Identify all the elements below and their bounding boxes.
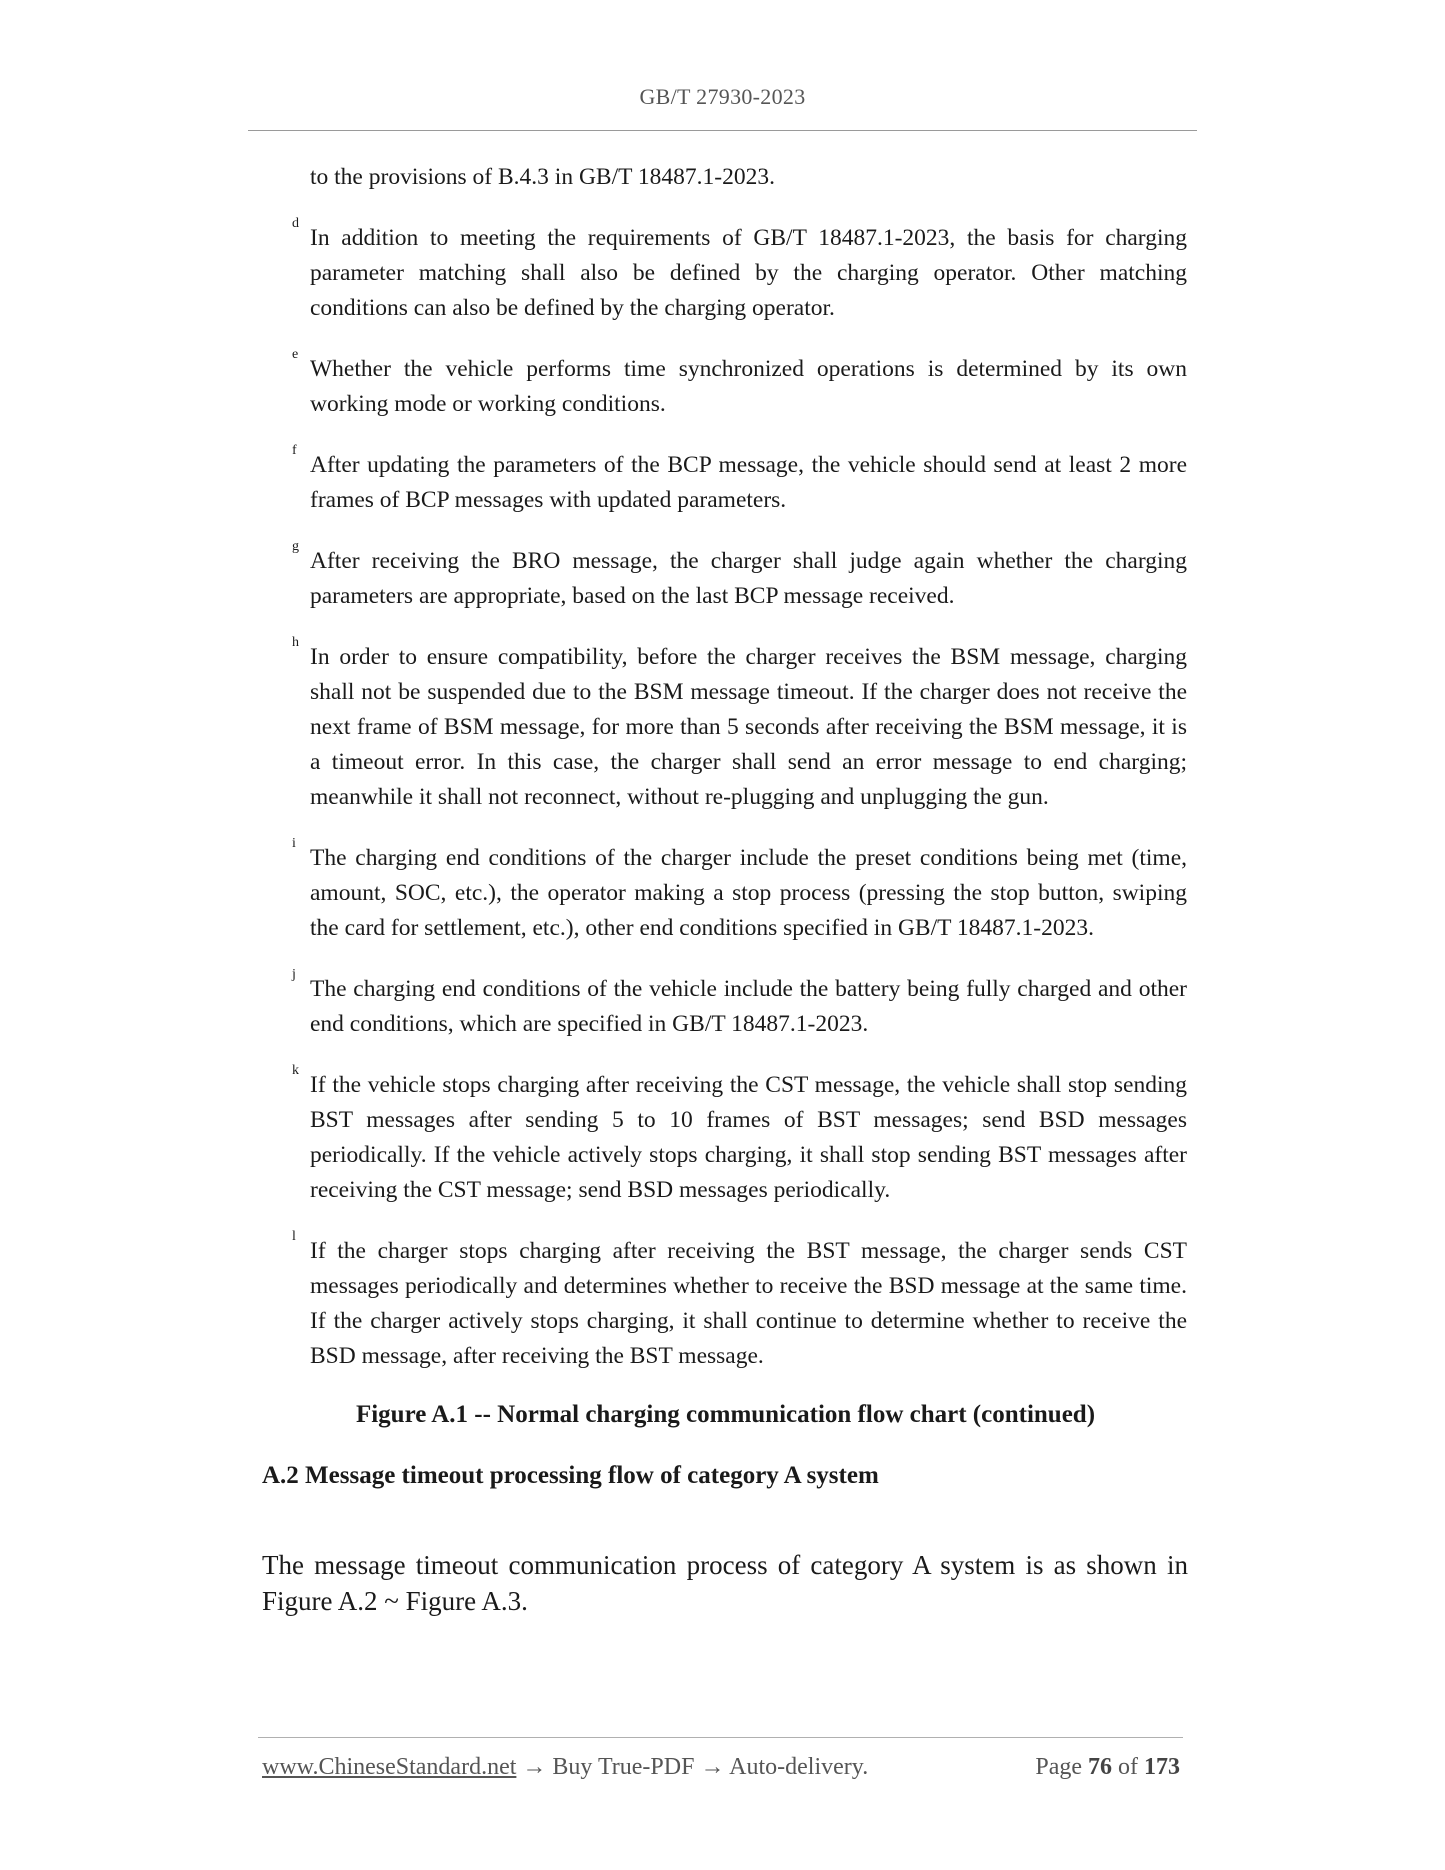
- delivery-text: Auto-delivery.: [729, 1754, 869, 1780]
- note-marker: g: [292, 539, 299, 554]
- note-g: [290, 539, 1187, 614]
- arrow-right-icon: →: [522, 1754, 547, 1780]
- note-text: The charging end conditions of the charger include the preset conditions being met (time, amount, SOC, etc.), the operator making a stop process (pressing the stop button, swiping the card for settlement, etc.), other end conditions specified in GB/T 18487.1-2023.: [310, 845, 1187, 941]
- note-k: [290, 1063, 1187, 1208]
- note-continuation: [290, 160, 1187, 195]
- section-body: The message timeout communication process of category A system is as shown in Figure A.2 ~ Figure A.3.: [262, 1550, 1188, 1616]
- note-f: [290, 443, 1187, 518]
- note-marker: d: [292, 216, 299, 231]
- note-e: [290, 347, 1187, 422]
- note-marker: j: [292, 967, 296, 982]
- section-heading: A.2 Message timeout processing flow of category A system: [262, 1462, 879, 1489]
- website-link[interactable]: www.ChineseStandard.net: [262, 1754, 517, 1780]
- note-marker: l: [292, 1229, 296, 1244]
- page-label: Page: [1035, 1754, 1082, 1780]
- arrow-right-icon: →: [700, 1754, 725, 1780]
- note-text: After receiving the BRO message, the charger shall judge again whether the charging parameters are appropriate, based on the last BCP message received.: [310, 548, 1187, 609]
- figure-notes: [290, 160, 1187, 1400]
- note-text: If the vehicle stops charging after receiving the CST message, the vehicle shall stop sending BST messages after sending 5 to 10 frames of BST messages; send BSD messages periodically. If the vehicle actively stops charging, it shall stop sending BST messages after receiving the CST message; send BSD messages periodically.: [310, 1072, 1187, 1203]
- page-number: 76: [1088, 1754, 1112, 1780]
- note-marker: f: [292, 443, 297, 458]
- note-text: to the provisions of B.4.3 in GB/T 18487.1-2023.: [310, 164, 775, 190]
- note-marker: h: [292, 635, 299, 650]
- header-divider: [248, 130, 1197, 131]
- total-pages: 173: [1144, 1754, 1180, 1780]
- buy-pdf-text: Buy True-PDF: [552, 1754, 695, 1780]
- page-header: [0, 84, 1445, 110]
- page-indicator: [1035, 1754, 1180, 1781]
- note-text: In order to ensure compatibility, before the charger receives the BSM message, charging shall not be suspended due to the BSM message timeout. If the charger does not receive the next frame of BSM message, for more than 5 seconds after receiving the BSM message, it is a timeout error. In this case, the charger shall send an error message to end charging; meanwhile it shall not reconnect, without re-plugging and unplugging the gun.: [310, 644, 1187, 810]
- note-l: [290, 1229, 1187, 1374]
- note-marker: i: [292, 836, 296, 851]
- note-d: [290, 216, 1187, 326]
- note-text: After updating the parameters of the BCP message, the vehicle should send at least 2 more frames of BCP messages with updated parameters.: [310, 452, 1187, 513]
- note-j: [290, 967, 1187, 1042]
- note-text: If the charger stops charging after receiving the BST message, the charger sends CST messages periodically and determines whether to receive the BSD message at the same time. If the charger actively stops charging, it shall continue to determine whether to receive the BSD message, after receiving the BST message.: [310, 1238, 1187, 1369]
- note-text: The charging end conditions of the vehicle include the battery being fully charged and other end conditions, which are specified in GB/T 18487.1-2023.: [310, 976, 1187, 1037]
- footer-promo: [262, 1754, 868, 1781]
- note-h: [290, 635, 1187, 815]
- note-text: Whether the vehicle performs time synchronized operations is determined by its own working mode or working conditions.: [310, 356, 1187, 417]
- note-marker: k: [292, 1063, 299, 1078]
- document-code: GB/T 27930-2023: [639, 84, 806, 109]
- footer-divider: [258, 1737, 1183, 1738]
- note-i: [290, 836, 1187, 946]
- figure-caption: Figure A.1 -- Normal charging communication flow chart (continued): [355, 1401, 1096, 1428]
- note-marker: e: [292, 347, 299, 362]
- note-text: In addition to meeting the requirements of GB/T 18487.1-2023, the basis for charging parameter matching shall also be defined by the charging operator. Other matching conditions can also be defined by the charging operator.: [310, 225, 1187, 321]
- of-label: of: [1118, 1754, 1138, 1780]
